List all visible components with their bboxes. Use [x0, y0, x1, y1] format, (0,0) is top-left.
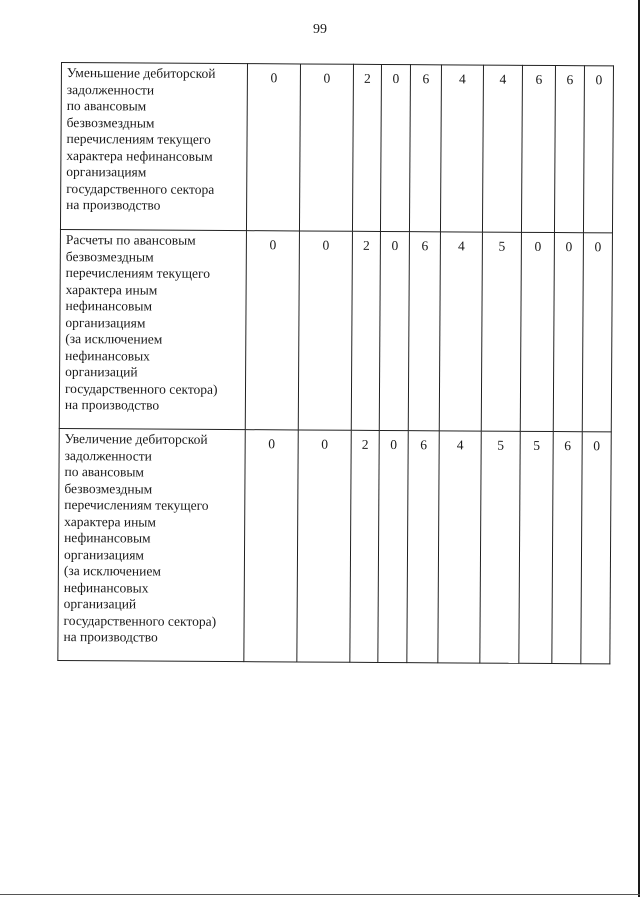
description-line: безвозмездным — [65, 248, 154, 265]
row-description — [58, 428, 245, 661]
page-number: 99 — [313, 22, 327, 37]
code-digit: 0 — [582, 233, 612, 432]
description-line: задолженности — [64, 447, 152, 464]
accounts-table — [57, 62, 614, 664]
description-line: безвозмездным — [66, 114, 155, 131]
code-digit: 0 — [380, 64, 410, 231]
description-line: перечислениям текущего — [64, 497, 209, 513]
code-digit: 2 — [351, 231, 380, 430]
code-digit: 5 — [481, 232, 521, 431]
code-digit: 0 — [581, 432, 611, 664]
code-digit: 4 — [440, 65, 483, 232]
description-line: государственного сектора) — [63, 612, 217, 629]
description-line: организациям — [65, 314, 146, 331]
code-digit: 0 — [583, 66, 613, 233]
description-line: перечислениям текущего — [65, 265, 211, 281]
description-line: по авансовым — [66, 98, 147, 114]
code-digit: 0 — [244, 430, 298, 662]
code-digit: 0 — [299, 64, 353, 231]
description-line: на производство — [63, 629, 158, 645]
scan-bottom-rule — [0, 894, 640, 895]
code-digit: 6 — [552, 432, 582, 664]
code-digit: 0 — [553, 233, 583, 432]
table-row — [60, 63, 613, 233]
description-line: нефинансовым — [65, 298, 153, 314]
description-line: по авансовым — [64, 464, 145, 480]
description-line: организаций — [65, 364, 138, 380]
description-line: Увеличение дебиторской — [64, 431, 208, 447]
code-digit: 6 — [407, 431, 439, 663]
code-digit: 5 — [480, 431, 520, 663]
code-digit: 0 — [520, 232, 554, 431]
code-digit: 6 — [521, 65, 555, 232]
description-line: организаций — [63, 596, 137, 612]
code-digit: 2 — [350, 430, 379, 662]
code-digit: 0 — [298, 231, 352, 430]
description-line: государственного сектора — [66, 180, 215, 197]
description-line: нефинансовым — [64, 530, 151, 546]
table-row — [59, 229, 612, 431]
code-digit: 5 — [519, 431, 553, 663]
code-digit: 0 — [297, 430, 351, 662]
description-line: (за исключением — [65, 331, 163, 347]
description-line: нефинансовых — [65, 347, 150, 364]
code-digit: 6 — [408, 232, 440, 431]
description-line: на производство — [66, 197, 161, 213]
description-line: организациям — [66, 164, 147, 180]
description-line: Расчеты по авансовым — [65, 232, 196, 248]
code-digit: 0 — [379, 231, 409, 430]
row-description — [59, 229, 246, 429]
code-digit: 6 — [554, 66, 584, 233]
description-line: характера иным — [65, 281, 158, 298]
description-line: перечислениям текущего — [66, 131, 211, 147]
description-line: нефинансовых — [63, 579, 149, 596]
code-digit: 4 — [438, 431, 481, 663]
table-row — [58, 428, 611, 663]
description-line: организациям — [63, 546, 145, 563]
description-line: на производство — [64, 397, 160, 413]
description-line: (за исключением — [63, 563, 161, 579]
description-line: характера нефинансовым — [66, 147, 213, 164]
description-line: государственного сектора) — [64, 380, 218, 397]
description-line: характера иным — [64, 513, 157, 530]
description-line: безвозмездным — [64, 480, 153, 497]
code-digit: 0 — [245, 231, 299, 430]
description-line: Уменьшение дебиторской — [66, 65, 216, 81]
code-digit: 0 — [246, 64, 300, 231]
code-digit: 2 — [352, 64, 381, 231]
code-digit: 4 — [439, 232, 482, 431]
row-description — [60, 63, 247, 231]
code-digit: 0 — [378, 430, 408, 662]
description-line: задолженности — [66, 81, 155, 98]
code-digit: 6 — [409, 65, 441, 232]
code-digit: 4 — [482, 65, 522, 232]
